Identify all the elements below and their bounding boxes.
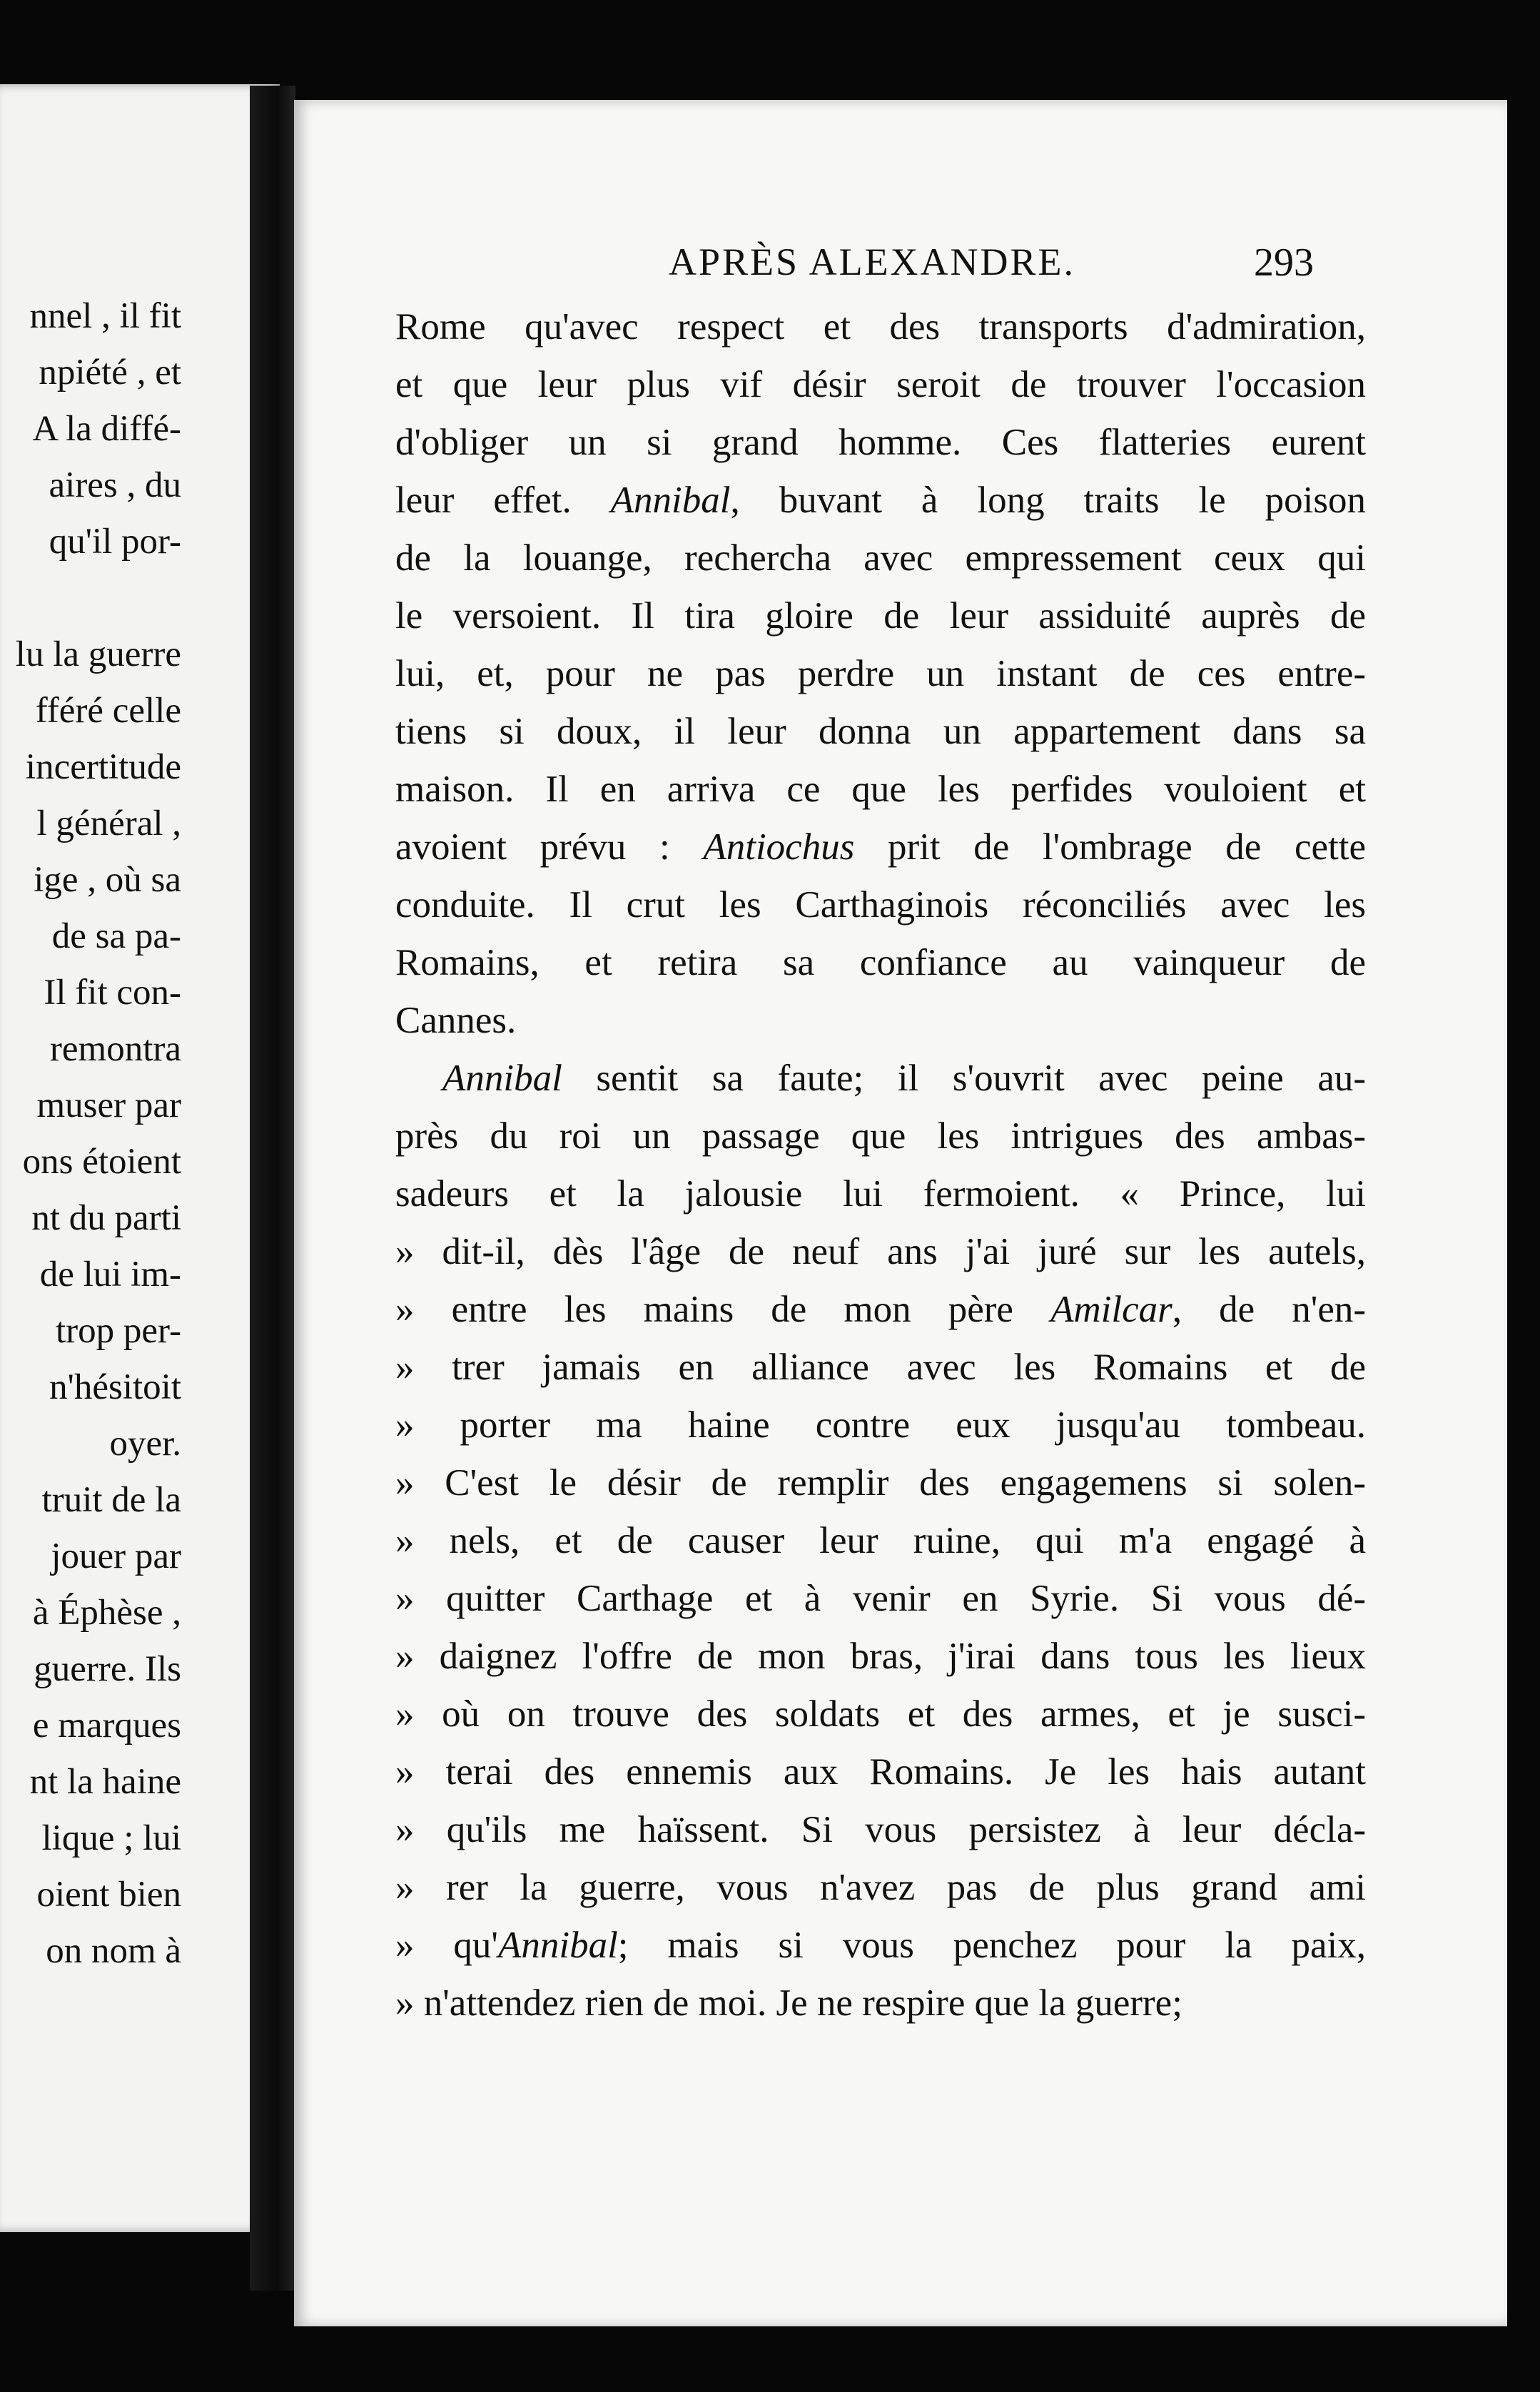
paragraph xyxy=(395,298,1366,1050)
text-line xyxy=(395,529,1366,587)
text-line xyxy=(395,1512,1366,1570)
text-line xyxy=(395,414,1366,472)
left-page-line: truit de la xyxy=(41,1480,181,1520)
text-line xyxy=(395,1223,1366,1281)
left-page-line: e marques xyxy=(32,1706,181,1745)
text-line xyxy=(395,1570,1366,1628)
text-run: » rer la guerre, vous n'avez pas de plus grand ami xyxy=(395,1867,1366,1908)
text-line xyxy=(395,1281,1366,1339)
text-line xyxy=(395,587,1366,645)
left-page-line: nnel , il fit xyxy=(29,296,181,336)
text-line xyxy=(395,934,1366,992)
text-run: tiens si doux, il leur donna un appartement dans sa xyxy=(395,711,1366,752)
text-line xyxy=(395,1339,1366,1397)
text-run: prit de l'ombrage de cette xyxy=(854,826,1366,868)
text-line xyxy=(395,819,1366,876)
left-page-line: aires , du xyxy=(49,465,181,505)
left-page-line: on nom à xyxy=(46,1931,181,1971)
left-page-line: guerre. Ils xyxy=(34,1649,181,1689)
text-run: , de n'en- xyxy=(1172,1289,1367,1330)
text-run: » qu'ils me haïssent. Si vous persistez à leur décla- xyxy=(395,1809,1366,1850)
text-run: » quitter Carthage et à venir en Syrie. Si vous dé- xyxy=(395,1578,1366,1619)
text-run: , buvant à long traits le poison xyxy=(730,480,1367,521)
italic-name: Annibal xyxy=(442,1058,562,1099)
text-run: ; mais si vous penchez pour la paix, xyxy=(617,1925,1366,1966)
left-page-line: de lui im- xyxy=(39,1255,181,1294)
text-run: » terai des ennemis aux Romains. Je les hais autant xyxy=(395,1751,1366,1793)
left-page-line: jouer par xyxy=(51,1536,181,1576)
text-line xyxy=(395,1686,1366,1743)
page-number: 293 xyxy=(1254,240,1314,285)
left-page-line: ons étoient xyxy=(22,1142,181,1182)
text-line xyxy=(395,1397,1366,1454)
left-page-line: nt la haine xyxy=(29,1762,181,1802)
text-line xyxy=(395,1050,1366,1108)
left-page-line: n'hésitoit xyxy=(49,1367,181,1407)
text-run: » C'est le désir de remplir des engagemens si solen- xyxy=(395,1462,1366,1504)
book-page xyxy=(294,100,1507,2326)
text-line xyxy=(395,992,1366,1050)
text-line xyxy=(395,761,1366,819)
text-line xyxy=(395,1859,1366,1917)
left-page-line: incertitude xyxy=(25,747,181,787)
left-page-line: lique ; lui xyxy=(41,1818,181,1858)
text-run: de la louange, rechercha avec empressement ceux qui xyxy=(395,537,1366,579)
left-page-line: fféré celle xyxy=(35,691,181,731)
text-run: » nels, et de causer leur ruine, qui m'a engagé à xyxy=(395,1520,1366,1561)
text-line xyxy=(395,1743,1366,1801)
left-page-line: oient bien xyxy=(36,1875,181,1915)
text-run: sentit sa faute; il s'ouvrit avec peine au- xyxy=(562,1058,1366,1099)
text-run: » où on trouve des soldats et des armes, et je susci- xyxy=(395,1693,1366,1735)
text-run: Cannes. xyxy=(395,1000,517,1041)
text-line xyxy=(395,1801,1366,1859)
left-page-line: Il fit con- xyxy=(44,973,181,1013)
text-line xyxy=(395,356,1366,414)
italic-name: Annibal xyxy=(497,1925,618,1966)
text-line xyxy=(395,1454,1366,1512)
left-page-line: lu la guerre xyxy=(15,634,181,674)
text-run: et que leur plus vif désir seroit de trouver l'occasion xyxy=(395,364,1366,405)
text-line xyxy=(395,1975,1366,2032)
left-page-line: qu'il por- xyxy=(49,522,181,562)
left-page-line: à Éphèse , xyxy=(32,1593,181,1633)
left-page-line: remontra xyxy=(49,1029,181,1069)
text-run: lui, et, pour ne pas perdre un instant de ces entre- xyxy=(395,653,1366,694)
text-line xyxy=(395,472,1366,529)
text-line xyxy=(395,1108,1366,1165)
text-line xyxy=(395,1628,1366,1686)
italic-name: Antiochus xyxy=(703,826,855,868)
left-page-line: de sa pa- xyxy=(51,916,181,956)
page-header xyxy=(294,240,1507,290)
left-page-line: ige , où sa xyxy=(34,860,181,900)
text-run: » dit-il, dès l'âge de neuf ans j'ai juré sur les autels, xyxy=(395,1231,1366,1272)
text-line xyxy=(395,1165,1366,1223)
left-page-line: npiété , et xyxy=(39,353,181,392)
text-line xyxy=(395,703,1366,761)
text-run: Romains, et retira sa confiance au vainqueur de xyxy=(395,942,1366,983)
text-line xyxy=(395,298,1366,356)
paragraph xyxy=(395,1050,1366,2032)
text-run: maison. Il en arriva ce que les perfides vouloient et xyxy=(395,769,1366,810)
text-run: » entre les mains de mon père xyxy=(395,1289,1051,1330)
text-run: » trer jamais en alliance avec les Romains et de xyxy=(395,1347,1366,1388)
text-line xyxy=(395,645,1366,703)
italic-name: Amilcar xyxy=(1050,1289,1172,1330)
left-page-line: A la diffé- xyxy=(32,409,181,449)
text-run: avoient prévu : xyxy=(395,826,704,868)
text-run: Rome qu'avec respect et des transports d'admiration, xyxy=(395,306,1366,348)
running-head: APRÈS ALEXANDRE. xyxy=(669,240,1076,283)
text-run: » n'attendez rien de moi. Je ne respire que la guerre; xyxy=(395,1982,1182,2024)
previous-page-fragment xyxy=(0,84,280,2232)
text-run: » porter ma haine contre eux jusqu'au tombeau. xyxy=(395,1404,1366,1446)
text-run: près du roi un passage que les intrigues des ambas- xyxy=(395,1115,1366,1157)
left-page-line: oyer. xyxy=(109,1424,181,1464)
text-line xyxy=(395,1917,1366,1975)
text-run: le versoient. Il tira gloire de leur assiduité auprès de xyxy=(395,595,1366,637)
book-gutter xyxy=(250,86,295,2291)
left-page-line: trop per- xyxy=(56,1311,181,1351)
left-page-line: l général , xyxy=(36,804,181,843)
text-run: leur effet. xyxy=(395,480,611,521)
text-run: » daignez l'offre de mon bras, j'irai dans tous les lieux xyxy=(395,1636,1366,1677)
left-page-line: muser par xyxy=(36,1085,181,1125)
italic-name: Annibal xyxy=(610,480,731,521)
body-text xyxy=(395,298,1366,2032)
text-run: » qu' xyxy=(395,1925,498,1966)
text-run: sadeurs et la jalousie lui fermoient. « Prince, lui xyxy=(395,1173,1366,1215)
left-page-line: nt du parti xyxy=(31,1198,181,1238)
text-line xyxy=(395,876,1366,934)
text-run: conduite. Il crut les Carthaginois réconciliés avec les xyxy=(395,884,1366,926)
text-run: d'obliger un si grand homme. Ces flatteries eurent xyxy=(395,422,1366,463)
